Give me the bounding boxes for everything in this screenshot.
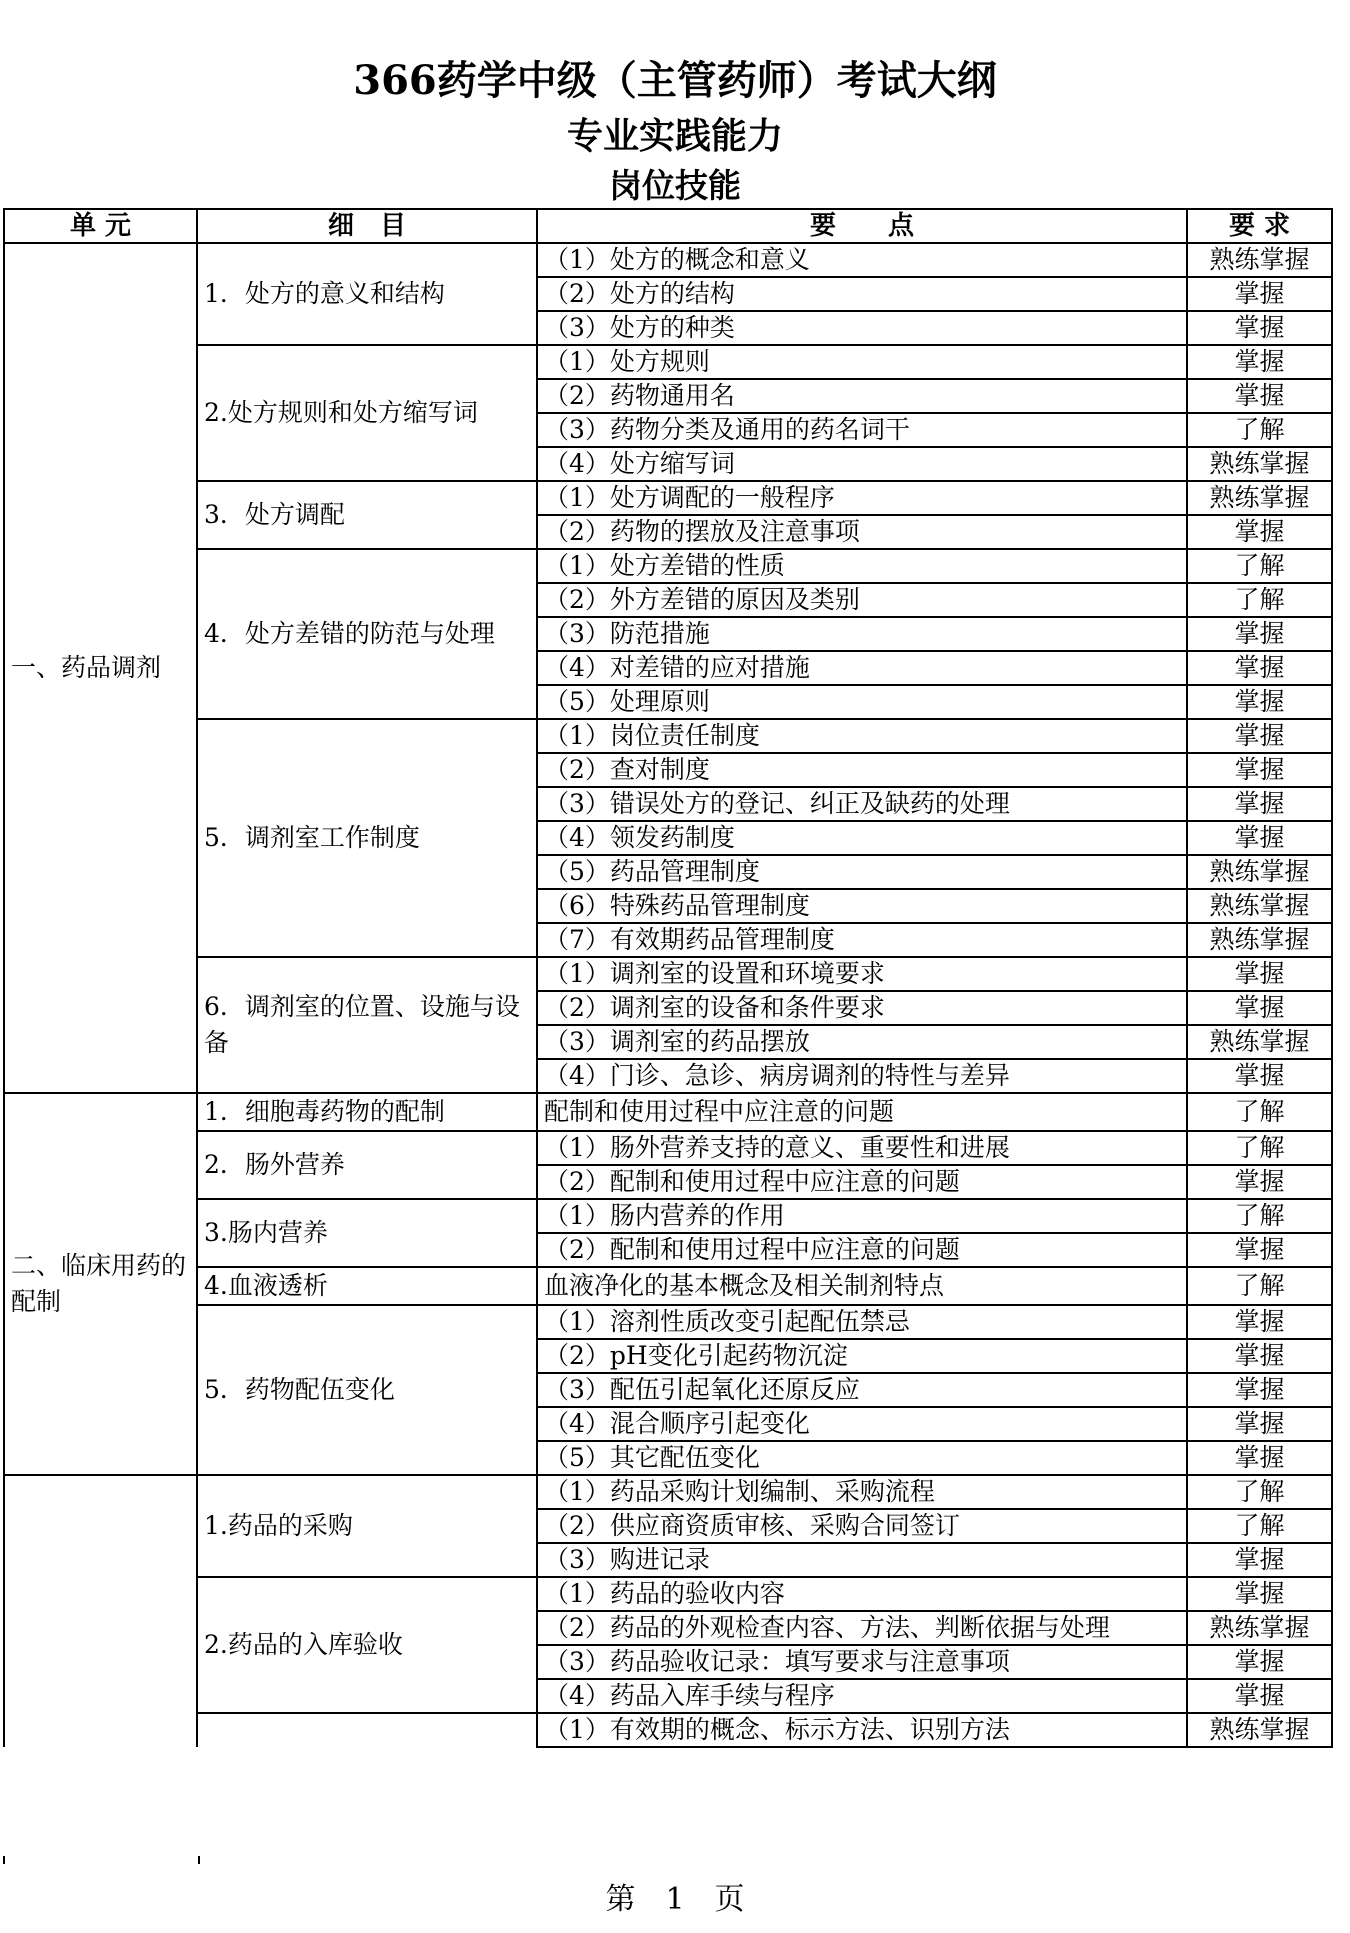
requirement-cell: 熟练掌握 [1187,243,1332,277]
requirement-cell: 掌握 [1187,515,1332,549]
requirement-cell: 掌握 [1187,1233,1332,1267]
point-cell: 血液净化的基本概念及相关制剂特点 [537,1267,1187,1305]
document-title: 366药学中级（主管药师）考试大纲 [353,57,997,104]
item-cell: 6．调剂室的位置、设施与设备 [197,957,537,1093]
requirement-cell: 掌握 [1187,1577,1332,1611]
point-cell: （3）配伍引起氧化还原反应 [537,1373,1187,1407]
item-cell [197,1713,537,1747]
table-row [4,1267,1332,1305]
point-cell: （3）调剂室的药品摆放 [537,1025,1187,1059]
requirement-cell: 掌握 [1187,1441,1332,1475]
requirement-cell: 了解 [1187,583,1332,617]
point-cell: （7）有效期药品管理制度 [537,923,1187,957]
item-cell: 4．处方差错的防范与处理 [197,549,537,719]
point-cell: （2）查对制度 [537,753,1187,787]
requirement-cell: 掌握 [1187,1543,1332,1577]
requirement-cell: 了解 [1187,1509,1332,1543]
requirement-cell: 掌握 [1187,1059,1332,1093]
header-item: 细 目 [197,209,537,243]
requirement-cell: 熟练掌握 [1187,855,1332,889]
table-row [4,1131,1332,1165]
requirement-cell: 掌握 [1187,311,1332,345]
requirement-cell: 掌握 [1187,1339,1332,1373]
requirement-cell: 掌握 [1187,1305,1332,1339]
requirement-cell: 掌握 [1187,345,1332,379]
requirement-cell: 掌握 [1187,1407,1332,1441]
point-cell: （2）供应商资质审核、采购合同签订 [537,1509,1187,1543]
requirement-cell: 熟练掌握 [1187,889,1332,923]
table-row [4,1093,1332,1131]
table-row [4,481,1332,515]
unit-cell [4,1475,197,1747]
item-cell: 5．药物配伍变化 [197,1305,537,1475]
point-cell: 配制和使用过程中应注意的问题 [537,1093,1187,1131]
header-requirement: 要 求 [1187,209,1332,243]
requirement-cell: 掌握 [1187,617,1332,651]
point-cell: （1）处方的概念和意义 [537,243,1187,277]
document-subtitle: 专业实践能力 [566,115,783,157]
table-row [4,1199,1332,1233]
table-body [4,243,1332,1747]
point-cell: （4）混合顺序引起变化 [537,1407,1187,1441]
syllabus-table [3,208,1333,1748]
point-cell: （3）购进记录 [537,1543,1187,1577]
unit-cell: 一、药品调剂 [4,243,197,1093]
point-cell: （1）处方调配的一般程序 [537,481,1187,515]
point-cell: （4）门诊、急诊、病房调剂的特性与差异 [537,1059,1187,1093]
requirement-cell: 掌握 [1187,1373,1332,1407]
requirement-cell: 掌握 [1187,651,1332,685]
point-cell: （1）处方差错的性质 [537,549,1187,583]
point-cell: （1）药品采购计划编制、采购流程 [537,1475,1187,1509]
requirement-cell: 熟练掌握 [1187,481,1332,515]
table-row [4,1577,1332,1611]
point-cell: （2）外方差错的原因及类别 [537,583,1187,617]
requirement-cell: 掌握 [1187,1165,1332,1199]
point-cell: （2）药品的外观检查内容、方法、判断依据与处理 [537,1611,1187,1645]
requirement-cell: 掌握 [1187,277,1332,311]
point-cell: （3）处方的种类 [537,311,1187,345]
requirement-cell: 熟练掌握 [1187,1611,1332,1645]
requirement-cell: 掌握 [1187,991,1332,1025]
requirement-cell: 掌握 [1187,1645,1332,1679]
requirement-cell: 了解 [1187,1093,1332,1131]
continued-border [3,1856,200,1864]
header-row [4,209,1332,243]
table-row [4,345,1332,379]
point-cell: （2）处方的结构 [537,277,1187,311]
point-cell: （1）肠外营养支持的意义、重要性和进展 [537,1131,1187,1165]
requirement-cell: 了解 [1187,1475,1332,1509]
page-number: 第 1 页 [605,1882,745,1917]
requirement-cell: 掌握 [1187,379,1332,413]
table-row [4,719,1332,753]
item-cell: 4.血液透析 [197,1267,537,1305]
table-row [4,957,1332,991]
item-cell: 2.处方规则和处方缩写词 [197,345,537,481]
point-cell: （3）药品验收记录：填写要求与注意事项 [537,1645,1187,1679]
point-cell: （4）对差错的应对措施 [537,651,1187,685]
item-cell: 2．肠外营养 [197,1131,537,1199]
item-cell: 2.药品的入库验收 [197,1577,537,1713]
table-row [4,243,1332,277]
requirement-cell: 了解 [1187,1131,1332,1165]
point-cell: （4）领发药制度 [537,821,1187,855]
point-cell: （3）错误处方的登记、纠正及缺药的处理 [537,787,1187,821]
requirement-cell: 了解 [1187,549,1332,583]
requirement-cell: 掌握 [1187,719,1332,753]
point-cell: （1）溶剂性质改变引起配伍禁忌 [537,1305,1187,1339]
point-cell: （3）防范措施 [537,617,1187,651]
requirement-cell: 掌握 [1187,753,1332,787]
point-cell: （1）岗位责任制度 [537,719,1187,753]
requirement-cell: 熟练掌握 [1187,923,1332,957]
item-cell: 1．处方的意义和结构 [197,243,537,345]
table-row [4,549,1332,583]
requirement-cell: 掌握 [1187,957,1332,991]
requirement-cell: 熟练掌握 [1187,1713,1332,1747]
point-cell: （5）药品管理制度 [537,855,1187,889]
unit-cell: 二、临床用药的配制 [4,1093,197,1475]
point-cell: （4）处方缩写词 [537,447,1187,481]
point-cell: （5）处理原则 [537,685,1187,719]
point-cell: （5）其它配伍变化 [537,1441,1187,1475]
item-cell: 1．细胞毒药物的配制 [197,1093,537,1131]
point-cell: （2）pH变化引起药物沉淀 [537,1339,1187,1373]
point-cell: （2）调剂室的设备和条件要求 [537,991,1187,1025]
requirement-cell: 掌握 [1187,685,1332,719]
point-cell: （2）配制和使用过程中应注意的问题 [537,1233,1187,1267]
item-cell: 1.药品的采购 [197,1475,537,1577]
table-row [4,1713,1332,1747]
header-point: 要 点 [537,209,1187,243]
point-cell: （2）配制和使用过程中应注意的问题 [537,1165,1187,1199]
point-cell: （6）特殊药品管理制度 [537,889,1187,923]
requirement-cell: 了解 [1187,1199,1332,1233]
point-cell: （1）肠内营养的作用 [537,1199,1187,1233]
point-cell: （1）有效期的概念、标示方法、识别方法 [537,1713,1187,1747]
table-row [4,1305,1332,1339]
item-cell: 5．调剂室工作制度 [197,719,537,957]
requirement-cell: 掌握 [1187,821,1332,855]
requirement-cell: 掌握 [1187,787,1332,821]
point-cell: （1）处方规则 [537,345,1187,379]
requirement-cell: 熟练掌握 [1187,447,1332,481]
point-cell: （3）药物分类及通用的药名词干 [537,413,1187,447]
point-cell: （4）药品入库手续与程序 [537,1679,1187,1713]
section-title: 岗位技能 [609,166,741,205]
point-cell: （2）药物的摆放及注意事项 [537,515,1187,549]
requirement-cell: 了解 [1187,413,1332,447]
point-cell: （1）调剂室的设置和环境要求 [537,957,1187,991]
requirement-cell: 熟练掌握 [1187,1025,1332,1059]
point-cell: （1）药品的验收内容 [537,1577,1187,1611]
point-cell: （2）药物通用名 [537,379,1187,413]
requirement-cell: 了解 [1187,1267,1332,1305]
table-row [4,1475,1332,1509]
item-cell: 3.肠内营养 [197,1199,537,1267]
requirement-cell: 掌握 [1187,1679,1332,1713]
item-cell: 3．处方调配 [197,481,537,549]
header-unit: 单 元 [4,209,197,243]
